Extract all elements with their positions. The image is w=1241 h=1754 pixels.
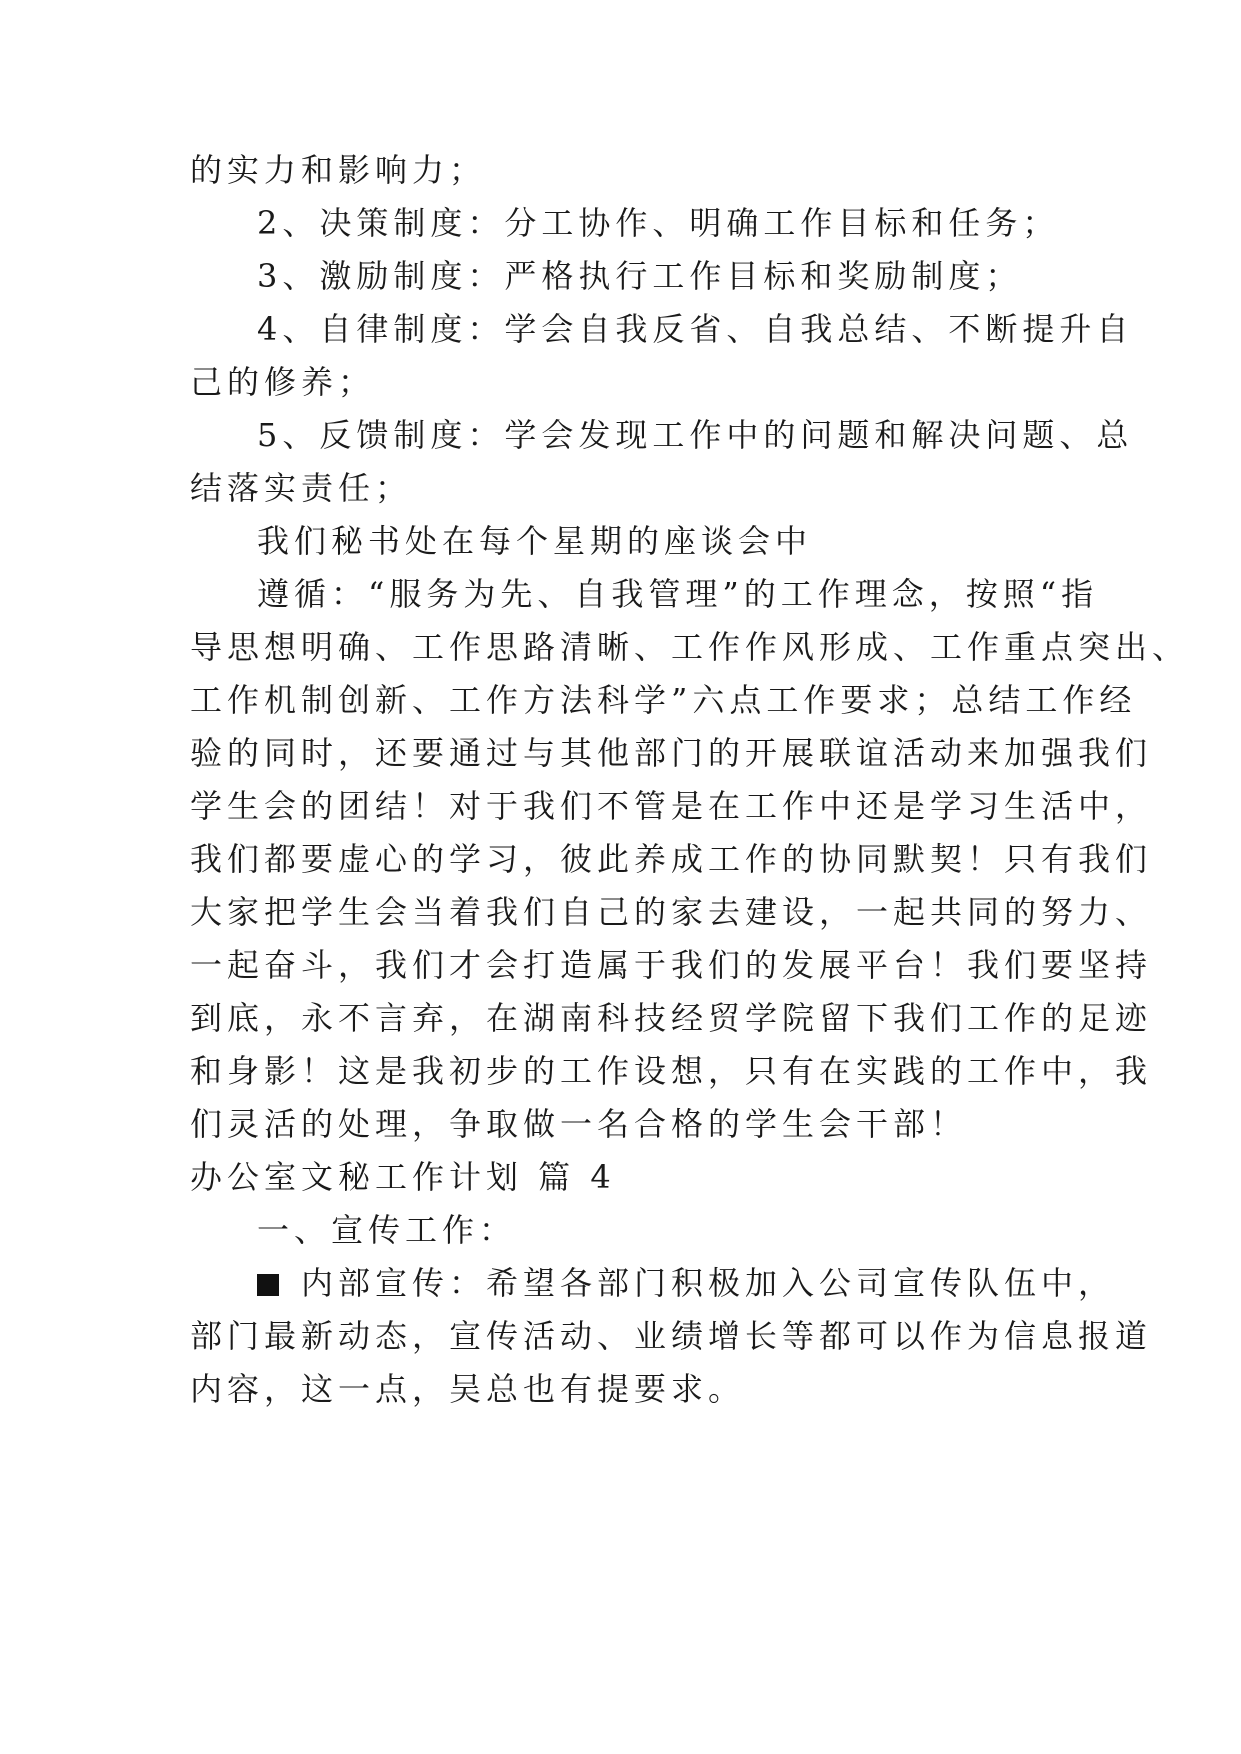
text-line: 导思想明确、工作思路清晰、工作作风形成、工作重点突出、 (190, 628, 1190, 666)
text-line: 部门最新动态，宣传活动、业绩增长等都可以作为信息报道 (190, 1317, 1153, 1355)
text-line: 和身影！这是我初步的工作设想，只有在实践的工作中，我 (190, 1052, 1153, 1090)
black-square-icon (257, 1274, 279, 1296)
text-line: 一、宣传工作： (257, 1211, 517, 1249)
text-line: 们灵活的处理，争取做一名合格的学生会干部！ (190, 1105, 968, 1143)
text-line: 结落实责任； (190, 469, 413, 507)
section-heading: 办公室文秘工作计划 篇 4 (190, 1158, 616, 1196)
text-line: 我们秘书处在每个星期的座谈会中 (257, 522, 813, 560)
text-line: 大家把学生会当着我们自己的家去建设，一起共同的努力、 (190, 893, 1153, 931)
text-line: 到底，永不言弃，在湖南科技经贸学院留下我们工作的足迹 (190, 999, 1153, 1037)
text-line: 己的修养； (190, 363, 376, 401)
text-line: 验的同时，还要通过与其他部门的开展联谊活动来加强我们 (190, 734, 1153, 772)
bullet-text: 内部宣传：希望各部门积极加入公司宣传队伍中， (301, 1264, 1116, 1302)
text-line: 的实力和影响力； (190, 151, 487, 189)
text-line: 我们都要虚心的学习，彼此养成工作的协同默契！只有我们 (190, 840, 1153, 878)
text-line: 3、激励制度：严格执行工作目标和奖励制度； (257, 257, 1023, 295)
text-line: 一起奋斗，我们才会打造属于我们的发展平台！我们要坚持 (190, 946, 1153, 984)
text-line: 学生会的团结！对于我们不管是在工作中还是学习生活中， (190, 787, 1153, 825)
text-line: 内容，这一点，吴总也有提要求。 (190, 1370, 746, 1408)
text-line: 遵循：“服务为先、自我管理”的工作理念，按照“指 (257, 575, 1099, 613)
text-line: 4、自律制度：学会自我反省、自我总结、不断提升自 (257, 310, 1134, 348)
text-line: 工作机制创新、工作方法科学”六点工作要求；总结工作经 (190, 681, 1137, 719)
bullet-line (257, 1263, 1115, 1303)
text-line: 2、决策制度：分工协作、明确工作目标和任务； (257, 204, 1060, 242)
text-line: 5、反馈制度：学会发现工作中的问题和解决问题、总 (257, 416, 1134, 454)
